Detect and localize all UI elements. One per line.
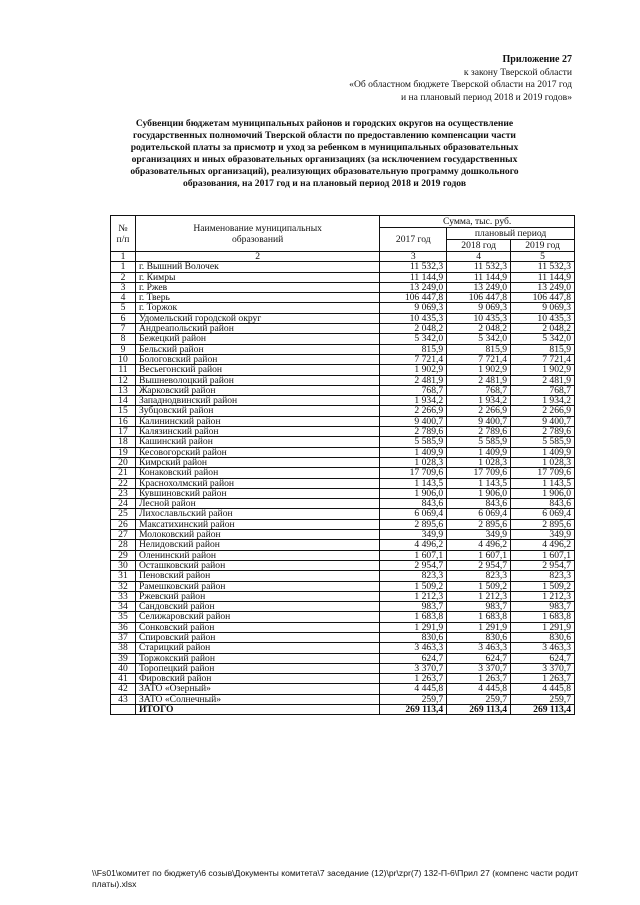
value-2019-cell: 2 481,9	[511, 375, 575, 385]
col-2017-header: 2017 год	[380, 228, 447, 252]
table-row	[111, 684, 575, 694]
value-2019-cell: 1 683,8	[511, 612, 575, 622]
municipality-name-cell: Старицкий район	[135, 643, 379, 653]
value-2019-cell: 1 409,9	[511, 447, 575, 457]
value-2017-cell: 2 481,9	[380, 375, 447, 385]
value-2019-cell: 768,7	[511, 385, 575, 395]
row-number-cell: 10	[111, 354, 136, 364]
municipality-name-cell: Спировский район	[135, 632, 379, 642]
municipality-name-cell: Максатихинский район	[135, 519, 379, 529]
table-row	[111, 509, 575, 519]
value-2018-cell: 349,9	[447, 530, 511, 540]
row-number-cell: 19	[111, 447, 136, 457]
value-2017-cell: 6 069,4	[380, 509, 447, 519]
value-2018-cell: 1 409,9	[447, 447, 511, 457]
row-number-cell: 4	[111, 293, 136, 303]
value-2017-cell: 1 143,5	[380, 478, 447, 488]
value-2017-cell: 624,7	[380, 653, 447, 663]
col-sum-header: Сумма, тыс. руб.	[380, 216, 575, 228]
value-2018-cell: 7 721,4	[447, 354, 511, 364]
row-number-cell: 11	[111, 365, 136, 375]
row-number-cell: 22	[111, 478, 136, 488]
value-2018-cell: 815,9	[447, 344, 511, 354]
value-2019-cell: 11 144,9	[511, 272, 575, 282]
row-number-cell: 12	[111, 375, 136, 385]
municipality-name-cell: Нелидовский район	[135, 540, 379, 550]
value-2017-cell: 2 895,6	[380, 519, 447, 529]
row-number-cell: 13	[111, 385, 136, 395]
value-2018-cell: 830,6	[447, 632, 511, 642]
value-2017-cell: 9 069,3	[380, 303, 447, 313]
table-row	[111, 468, 575, 478]
table-row	[111, 488, 575, 498]
value-2017-cell: 1 409,9	[380, 447, 447, 457]
value-2017-cell: 4 445,8	[380, 684, 447, 694]
value-2018-cell: 1 291,9	[447, 622, 511, 632]
value-2019-cell: 1 607,1	[511, 550, 575, 560]
value-2017-cell: 10 435,3	[380, 313, 447, 323]
municipality-name-cell: ЗАТО «Солнечный»	[135, 694, 379, 704]
value-2019-cell: 1 906,0	[511, 488, 575, 498]
table-row	[111, 602, 575, 612]
value-2017-cell: 259,7	[380, 694, 447, 704]
value-2019-cell: 1 934,2	[511, 396, 575, 406]
row-number-cell: 29	[111, 550, 136, 560]
value-2017-cell: 1 028,3	[380, 457, 447, 467]
municipality-name-cell: Удомельский городской округ	[135, 313, 379, 323]
index-cell: 5	[511, 252, 575, 262]
value-2017-cell: 983,7	[380, 602, 447, 612]
value-2018-cell: 2 048,2	[447, 324, 511, 334]
municipality-name-cell: г. Ржев	[135, 282, 379, 292]
value-2017-cell: 5 342,0	[380, 334, 447, 344]
value-2019-cell: 3 370,7	[511, 663, 575, 673]
value-2019-cell: 4 496,2	[511, 540, 575, 550]
col-num-header: № п/п	[111, 216, 136, 252]
value-2019-cell: 2 895,6	[511, 519, 575, 529]
row-number-cell: 36	[111, 622, 136, 632]
municipality-name-cell: Сонковский район	[135, 622, 379, 632]
row-number-cell: 3	[111, 282, 136, 292]
value-2018-cell: 2 266,9	[447, 406, 511, 416]
row-number-cell: 7	[111, 324, 136, 334]
value-2018-cell: 1 934,2	[447, 396, 511, 406]
index-cell: 1	[111, 252, 136, 262]
table-row	[111, 499, 575, 509]
row-number-cell: 16	[111, 416, 136, 426]
municipality-name-cell: Рамешковский район	[135, 581, 379, 591]
row-number-cell: 31	[111, 571, 136, 581]
value-2019-cell: 17 709,6	[511, 468, 575, 478]
municipality-name-cell: Зубцовский район	[135, 406, 379, 416]
municipality-name-cell: Калязинский район	[135, 427, 379, 437]
table-row	[111, 540, 575, 550]
value-2018-cell: 2 481,9	[447, 375, 511, 385]
value-2019-cell: 4 445,8	[511, 684, 575, 694]
value-2018-cell: 823,3	[447, 571, 511, 581]
value-2018-cell: 6 069,4	[447, 509, 511, 519]
table-row	[111, 581, 575, 591]
municipality-name-cell: Пеновский район	[135, 571, 379, 581]
table-row	[111, 282, 575, 292]
municipality-name-cell: Бологовский район	[135, 354, 379, 364]
municipality-name-cell: Сандовский район	[135, 602, 379, 612]
value-2017-cell: 2 789,6	[380, 427, 447, 437]
table-row	[111, 344, 575, 354]
value-2018-cell: 4 445,8	[447, 684, 511, 694]
municipality-name-cell: Бельский район	[135, 344, 379, 354]
value-2018-cell: 9 069,3	[447, 303, 511, 313]
value-2019-cell: 1 143,5	[511, 478, 575, 488]
table-row	[111, 447, 575, 457]
table-row	[111, 303, 575, 313]
document-heading: Субвенции бюджетам муниципальных районов и городских округов на осуществление государственных полномочий Тверской области по предоставлению компенсации части родительской платы за присмотр и уход за ребенком в муниципальных образовательных организациях и иных образовательных организациях (за исключением государственных образовательных организаций), реализующих образовательную программу дошкольного образования, на 2017 год и на плановый период 2018 и 2019 годов	[130, 118, 519, 190]
row-number-cell: 38	[111, 643, 136, 653]
value-2018-cell: 1 509,2	[447, 581, 511, 591]
table-row	[111, 457, 575, 467]
row-number-cell: 27	[111, 530, 136, 540]
value-2019-cell: 1 902,9	[511, 365, 575, 375]
value-2019-cell: 1 028,3	[511, 457, 575, 467]
value-2017-cell: 7 721,4	[380, 354, 447, 364]
table-row	[111, 262, 575, 272]
municipality-name-cell: Кесовогорский район	[135, 447, 379, 457]
value-2017-cell: 1 607,1	[380, 550, 447, 560]
row-number-cell: 40	[111, 663, 136, 673]
file-path-footer: \\Fs01\комитет по бюджету\6 созыв\Документы комитета\7 заседание (12)\pr\zpr(7) 132-П-6\Прил 27 (компенс части родит платы).xlsx	[92, 868, 579, 889]
value-2017-cell: 5 585,9	[380, 437, 447, 447]
value-2017-cell: 1 683,8	[380, 612, 447, 622]
row-number-cell: 20	[111, 457, 136, 467]
index-cell: 2	[135, 252, 379, 262]
total-2019: 269 113,4	[511, 705, 575, 715]
municipality-name-cell: Краснохолмский район	[135, 478, 379, 488]
row-number-cell: 42	[111, 684, 136, 694]
value-2017-cell: 2 954,7	[380, 560, 447, 570]
value-2018-cell: 2 789,6	[447, 427, 511, 437]
value-2017-cell: 349,9	[380, 530, 447, 540]
column-index-row	[111, 252, 575, 262]
table-row	[111, 396, 575, 406]
row-number-cell: 39	[111, 653, 136, 663]
municipality-name-cell: Оленинский район	[135, 550, 379, 560]
value-2017-cell: 3 370,7	[380, 663, 447, 673]
value-2018-cell: 3 370,7	[447, 663, 511, 673]
value-2018-cell: 1 028,3	[447, 457, 511, 467]
table-row	[111, 632, 575, 642]
row-number-cell: 37	[111, 632, 136, 642]
row-number-cell: 34	[111, 602, 136, 612]
table-row	[111, 416, 575, 426]
value-2017-cell: 1 934,2	[380, 396, 447, 406]
value-2018-cell: 106 447,8	[447, 293, 511, 303]
row-number-cell: 28	[111, 540, 136, 550]
value-2019-cell: 259,7	[511, 694, 575, 704]
value-2019-cell: 5 585,9	[511, 437, 575, 447]
value-2019-cell: 823,3	[511, 571, 575, 581]
value-2018-cell: 1 683,8	[447, 612, 511, 622]
row-number-cell: 14	[111, 396, 136, 406]
value-2019-cell: 11 532,3	[511, 262, 575, 272]
value-2018-cell: 9 400,7	[447, 416, 511, 426]
municipality-name-cell: Кашинский район	[135, 437, 379, 447]
index-cell: 3	[380, 252, 447, 262]
table-row	[111, 354, 575, 364]
value-2018-cell: 624,7	[447, 653, 511, 663]
value-2017-cell: 106 447,8	[380, 293, 447, 303]
value-2019-cell: 624,7	[511, 653, 575, 663]
value-2017-cell: 11 532,3	[380, 262, 447, 272]
value-2019-cell: 349,9	[511, 530, 575, 540]
col-plan-header: плановый период	[447, 228, 575, 240]
municipality-name-cell: Западнодвинский район	[135, 396, 379, 406]
row-number-cell: 5	[111, 303, 136, 313]
municipality-name-cell: Молоковский район	[135, 530, 379, 540]
value-2018-cell: 1 263,7	[447, 674, 511, 684]
value-2017-cell: 1 902,9	[380, 365, 447, 375]
value-2019-cell: 1 212,3	[511, 591, 575, 601]
row-number-cell: 17	[111, 427, 136, 437]
municipality-name-cell: г. Вышний Волочек	[135, 262, 379, 272]
value-2017-cell: 9 400,7	[380, 416, 447, 426]
municipality-name-cell: Андреапольский район	[135, 324, 379, 334]
municipality-name-cell: ЗАТО «Озерный»	[135, 684, 379, 694]
table-row	[111, 313, 575, 323]
value-2017-cell: 4 496,2	[380, 540, 447, 550]
row-number-cell: 21	[111, 468, 136, 478]
value-2019-cell: 2 048,2	[511, 324, 575, 334]
value-2019-cell: 7 721,4	[511, 354, 575, 364]
table-row	[111, 293, 575, 303]
municipality-name-cell: г. Тверь	[135, 293, 379, 303]
appendix-line-3: и на плановый период 2018 и 2019 годов»	[401, 91, 572, 103]
row-number-cell: 25	[111, 509, 136, 519]
row-number-cell: 18	[111, 437, 136, 447]
value-2019-cell: 2 954,7	[511, 560, 575, 570]
appendix-line-2: «Об областном бюджете Тверской области на 2017 год	[349, 79, 572, 90]
value-2019-cell: 2 789,6	[511, 427, 575, 437]
table-row	[111, 437, 575, 447]
municipality-name-cell: Торопецкий район	[135, 663, 379, 673]
table-row	[111, 365, 575, 375]
row-number-cell: 15	[111, 406, 136, 416]
value-2018-cell: 11 144,9	[447, 272, 511, 282]
value-2018-cell: 1 607,1	[447, 550, 511, 560]
municipality-name-cell: Бежецкий район	[135, 334, 379, 344]
subsidy-table	[110, 215, 575, 715]
value-2017-cell: 1 263,7	[380, 674, 447, 684]
value-2018-cell: 3 463,3	[447, 643, 511, 653]
value-2017-cell: 1 906,0	[380, 488, 447, 498]
value-2019-cell: 843,6	[511, 499, 575, 509]
row-number-cell: 26	[111, 519, 136, 529]
table-row	[111, 530, 575, 540]
row-number-cell: 2	[111, 272, 136, 282]
col-2019-header: 2019 год	[511, 240, 575, 252]
row-number-cell: 33	[111, 591, 136, 601]
value-2017-cell: 830,6	[380, 632, 447, 642]
value-2017-cell: 768,7	[380, 385, 447, 395]
table-row	[111, 334, 575, 344]
appendix-title: Приложение 27	[502, 54, 572, 65]
value-2018-cell: 1 902,9	[447, 365, 511, 375]
value-2018-cell: 843,6	[447, 499, 511, 509]
row-number-cell: 30	[111, 560, 136, 570]
value-2019-cell: 3 463,3	[511, 643, 575, 653]
value-2017-cell: 13 249,0	[380, 282, 447, 292]
value-2017-cell: 11 144,9	[380, 272, 447, 282]
municipality-name-cell: Лихославльский район	[135, 509, 379, 519]
value-2018-cell: 983,7	[447, 602, 511, 612]
municipality-name-cell: г. Торжок	[135, 303, 379, 313]
row-number-cell: 9	[111, 344, 136, 354]
row-number-cell: 35	[111, 612, 136, 622]
row-number-cell: 6	[111, 313, 136, 323]
value-2017-cell: 1 509,2	[380, 581, 447, 591]
value-2019-cell: 106 447,8	[511, 293, 575, 303]
appendix-block	[349, 54, 572, 104]
value-2018-cell: 5 585,9	[447, 437, 511, 447]
municipality-name-cell: Весьегонский район	[135, 365, 379, 375]
total-label: ИТОГО	[135, 705, 379, 715]
municipality-name-cell: Вышневолоцкий район	[135, 375, 379, 385]
value-2017-cell: 1 291,9	[380, 622, 447, 632]
row-number-cell: 1	[111, 262, 136, 272]
value-2018-cell: 1 906,0	[447, 488, 511, 498]
value-2018-cell: 2 895,6	[447, 519, 511, 529]
value-2019-cell: 9 400,7	[511, 416, 575, 426]
table-row	[111, 385, 575, 395]
municipality-name-cell: г. Кимры	[135, 272, 379, 282]
municipality-name-cell: Осташковский район	[135, 560, 379, 570]
index-cell: 4	[447, 252, 511, 262]
table-header-row	[111, 216, 575, 228]
table-row	[111, 622, 575, 632]
value-2019-cell: 2 266,9	[511, 406, 575, 416]
value-2019-cell: 830,6	[511, 632, 575, 642]
appendix-line-1: к закону Тверской области	[463, 66, 572, 78]
row-number-cell: 41	[111, 674, 136, 684]
value-2018-cell: 13 249,0	[447, 282, 511, 292]
value-2019-cell: 13 249,0	[511, 282, 575, 292]
table-row	[111, 612, 575, 622]
value-2019-cell: 6 069,4	[511, 509, 575, 519]
table-row	[111, 643, 575, 653]
row-number-cell: 24	[111, 499, 136, 509]
value-2017-cell: 2 266,9	[380, 406, 447, 416]
value-2017-cell: 2 048,2	[380, 324, 447, 334]
row-number-cell: 23	[111, 488, 136, 498]
table-row	[111, 550, 575, 560]
total-num-cell	[111, 705, 136, 715]
value-2018-cell: 2 954,7	[447, 560, 511, 570]
municipality-name-cell: Жарковский район	[135, 385, 379, 395]
value-2018-cell: 4 496,2	[447, 540, 511, 550]
table-row	[111, 427, 575, 437]
municipality-name-cell: Фировский район	[135, 674, 379, 684]
value-2018-cell: 5 342,0	[447, 334, 511, 344]
total-row	[111, 705, 575, 715]
table-row	[111, 272, 575, 282]
value-2018-cell: 11 532,3	[447, 262, 511, 272]
value-2017-cell: 815,9	[380, 344, 447, 354]
value-2019-cell: 9 069,3	[511, 303, 575, 313]
table-row	[111, 560, 575, 570]
value-2017-cell: 823,3	[380, 571, 447, 581]
value-2019-cell: 1 263,7	[511, 674, 575, 684]
value-2017-cell: 1 212,3	[380, 591, 447, 601]
value-2018-cell: 259,7	[447, 694, 511, 704]
value-2019-cell: 10 435,3	[511, 313, 575, 323]
row-number-cell: 8	[111, 334, 136, 344]
total-2017: 269 113,4	[380, 705, 447, 715]
municipality-name-cell: Кимрский район	[135, 457, 379, 467]
table-row	[111, 591, 575, 601]
table-row	[111, 519, 575, 529]
value-2019-cell: 5 342,0	[511, 334, 575, 344]
value-2019-cell: 983,7	[511, 602, 575, 612]
value-2018-cell: 17 709,6	[447, 468, 511, 478]
municipality-name-cell: Калининский район	[135, 416, 379, 426]
value-2018-cell: 1 143,5	[447, 478, 511, 488]
municipality-name-cell: Торжокский район	[135, 653, 379, 663]
table-row	[111, 674, 575, 684]
col-2018-header: 2018 год	[447, 240, 511, 252]
table-row	[111, 663, 575, 673]
value-2017-cell: 17 709,6	[380, 468, 447, 478]
value-2019-cell: 1 509,2	[511, 581, 575, 591]
row-number-cell: 32	[111, 581, 136, 591]
table-row	[111, 406, 575, 416]
value-2018-cell: 768,7	[447, 385, 511, 395]
value-2017-cell: 3 463,3	[380, 643, 447, 653]
municipality-name-cell: Ржевский район	[135, 591, 379, 601]
municipality-name-cell: Кувшиновский район	[135, 488, 379, 498]
value-2018-cell: 10 435,3	[447, 313, 511, 323]
municipality-name-cell: Лесной район	[135, 499, 379, 509]
value-2019-cell: 815,9	[511, 344, 575, 354]
total-2018: 269 113,4	[447, 705, 511, 715]
value-2017-cell: 843,6	[380, 499, 447, 509]
municipality-name-cell: Конаковский район	[135, 468, 379, 478]
table-row	[111, 571, 575, 581]
row-number-cell: 43	[111, 694, 136, 704]
table-row	[111, 653, 575, 663]
municipality-name-cell: Селижаровский район	[135, 612, 379, 622]
col-name-header: Наименование муниципальных образований	[135, 216, 379, 252]
table-row	[111, 375, 575, 385]
value-2019-cell: 1 291,9	[511, 622, 575, 632]
value-2018-cell: 1 212,3	[447, 591, 511, 601]
table-row	[111, 478, 575, 488]
table-row	[111, 324, 575, 334]
table-row	[111, 694, 575, 704]
